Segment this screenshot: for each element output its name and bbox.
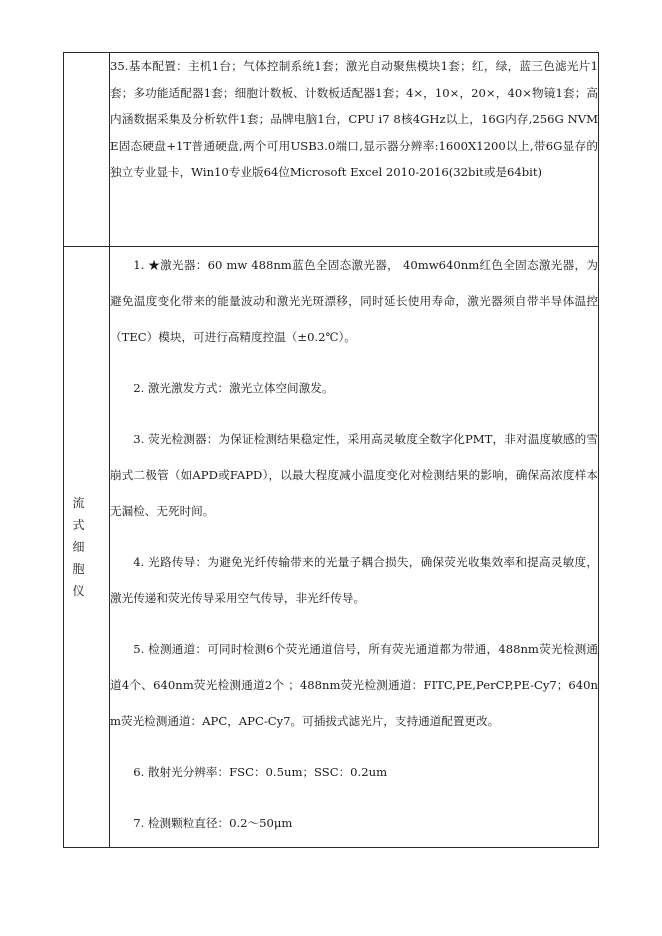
spec-item: 5. 检测通道：可同时检测6个荧光通道信号，所有荧光通道都为带通，488nm荧光检测通道4个、640nm荧光检测通道2个 ；488nm荧光检测通道：FITC,PE,PerCP,PE-Cy7；640nm荧光检测通道：APC，APC-Cy7。可插拔式滤光片，支持通道配置更改。	[110, 642, 598, 728]
spec-item: 6. 散射光分辨率：FSC：0.5um；SSC：0.2um	[133, 765, 388, 779]
row-label-cell	[64, 247, 110, 848]
table-row	[64, 53, 599, 247]
row-label: 流式细胞仪	[72, 496, 93, 598]
spec-list-cell	[110, 247, 599, 848]
spec-item: 2. 激光激发方式：激光立体空间激发。	[133, 381, 334, 395]
spec-item: 3. 荧光检测器：为保证检测结果稳定性，采用高灵敏度全数字化PMT，非对温度敏感的雪崩式二极管（如APD或FAPD），以最大程度减小温度变化对检测结果的影响，确保高浓度样本无漏检、无死时间。	[110, 432, 598, 518]
basic-config-cell	[110, 53, 599, 247]
spec-item: 1. ★激光器：60 mw 488nm蓝色全固态激光器， 40mw640nm红色全固态激光器，为避免温度变化带来的能量波动和激光光斑漂移，同时延长使用寿命，激光器须自带半导体温控（TEC）模块，可进行高精度控温（±0.2℃）。	[110, 258, 598, 344]
basic-config-text: 35.基本配置：主机1台；气体控制系统1套；激光自动聚焦模块1套；红，绿，蓝三色滤光片1套；多功能适配器1套；细胞计数板、计数板适配器1套；4×，10×，20×，40×物镜1套；高内涵数据采集及分析软件1套；品牌电脑1台，CPU i7 8核4GHz以上，16G内存,256G NVME固态硬盘+1T普通硬盘,两个可用USB3.0端口,显示器分辨率:1600X1200以上,带6G显存的独立专业显卡，Win10专业版64位Microsoft Excel 2010-2016(32bit或是64bit)	[110, 59, 598, 179]
spec-item: 7. 检测颗粒直径：0.2～50μm	[133, 816, 293, 830]
row-label-cell	[64, 53, 110, 247]
spec-table	[63, 52, 599, 848]
spec-item: 4. 光路传导：为避免光纤传输带来的光量子耦合损失，确保荧光收集效率和提高灵敏度，激光传递和荧光传导采用空气传导，非光纤传导。	[110, 555, 598, 605]
table-row	[64, 247, 599, 848]
